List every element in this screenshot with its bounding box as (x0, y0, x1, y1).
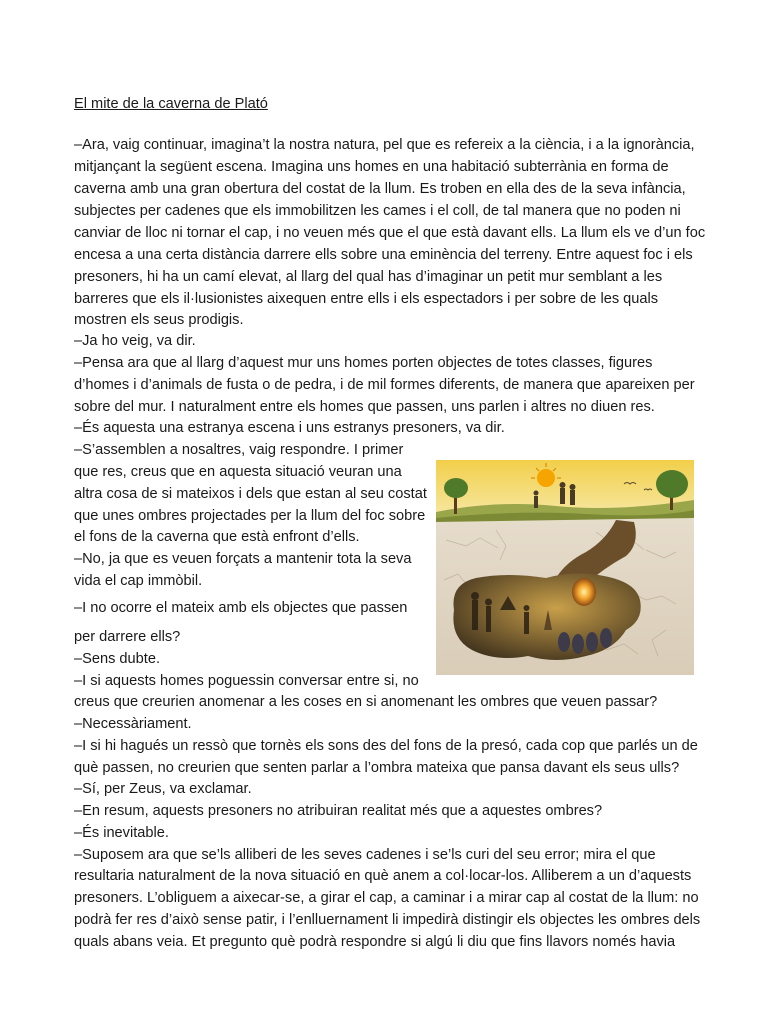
text-line: –En resum, aquests presoners no atribuiran realitat més que a aquestes ombres? (74, 803, 603, 819)
text-line: presoners. L’obliguem a aixecar-se, a girar el cap, a caminar i a mirar cap al costat de la llum: no (74, 890, 699, 906)
text-line: –I si hi hagués un ressò que tornès els sons des del fons de la presó, cada cop que parlés un de (74, 738, 698, 754)
text-line: canviar de lloc ni tornar el cap, i no veuen més que el que està davant ells. La llum els ve d’un foc (74, 225, 706, 241)
sun (537, 469, 555, 487)
text-line: creus que creurien anomenar a les coses en si anomenant les ombres que veuen passar? (74, 694, 658, 710)
text-line: –No, ja que es veuen forçats a mantenir tota la seva (74, 551, 412, 567)
text-line: –Sí, per Zeus, va exclamar. (74, 781, 252, 797)
text-line: què passen, no creurien que senten parlar a l’ombra mateixa que pansa davant els seus ulls? (74, 760, 680, 776)
text-line: –Necessàriament. (74, 716, 192, 732)
text-line: encesa a una certa distància darrere ells sobre una eminència del terreny. Entre aquest foc i els (74, 247, 693, 263)
text-line: podrà fer res d’això sense patir, i l’enlluernament li impedirà distingir els objectes les ombres dels (74, 912, 701, 928)
text-line: que res, creus que en aquesta situació veuran una (74, 464, 402, 480)
text-line: mitjançant la següent escena. Imagina uns homes en una habitació subterrània en forma de (74, 159, 669, 175)
text-line: resultaria naturalment de la nova situació en què anem a col·locar-los. Alliberem a un d’aquests (74, 868, 692, 884)
text-line: quals abans veia. Et pregunto què podrà respondre si algú li diu que fins llavors només havia (74, 934, 676, 950)
text-line: vida el cap immòbil. (74, 573, 203, 589)
text-line: sobre del mur. I naturalment entre els homes que passen, uns parlen i altres no diuen res. (74, 399, 655, 415)
text-line: –És aquesta una estranya escena i uns estranys presoners, va dir. (74, 420, 505, 436)
text-line: altra cosa de si mateixos i dels que estan al seu costat (74, 486, 427, 502)
text-line: –I no ocorre el mateix amb els objectes que passen (74, 600, 408, 616)
text-line: mostren els seus prodigis. (74, 312, 244, 328)
page-title: El mite de la caverna de Plató (74, 96, 268, 112)
text-line: el fons de la caverna que està enfront d’ells. (74, 529, 360, 545)
fire (572, 578, 596, 606)
text-line: barreres que els il·lusionistes aixequen entre ells i els espectadors i per sobre de les quals (74, 291, 659, 307)
cave-illustration (436, 460, 694, 675)
text-line: –Suposem ara que se’ls alliberi de les seves cadenes i se’ls curi del seu error; mira el que (74, 847, 656, 863)
text-line: per darrere ells? (74, 629, 181, 645)
text-line: presoners, hi ha un camí elevat, al llarg del qual has d’imaginar un petit mur semblant a les (74, 269, 663, 285)
text-line: –I si aquests homes poguessin conversar entre si, no (74, 673, 419, 689)
text-line: subjectes per cadenes que els immobilitzen les cames i el coll, de tal manera que no poden ni (74, 203, 681, 219)
text-line: –Ja ho veig, va dir. (74, 333, 196, 349)
text-line: –És inevitable. (74, 825, 169, 841)
text-line: –S’assemblen a nosaltres, vaig respondre. I primer (74, 442, 404, 458)
text-line: que unes ombres projectades per la llum del foc sobre (74, 508, 426, 524)
text-line: –Sens dubte. (74, 651, 161, 667)
text-line: caverna amb una gran obertura del costat de la llum. Es troben en ella des de la seva infància, (74, 181, 686, 197)
text-line: –Ara, vaig continuar, imagina’t la nostra natura, pel que es refereix a la ciència, i a la ignorància, (74, 137, 695, 153)
text-line: –Pensa ara que al llarg d’aquest mur uns homes porten objectes de totes classes, figures (74, 355, 653, 371)
text-line: d’homes i d’animals de fusta o de pedra, i de mil formes diferents, de manera que apareixen per (74, 377, 695, 393)
